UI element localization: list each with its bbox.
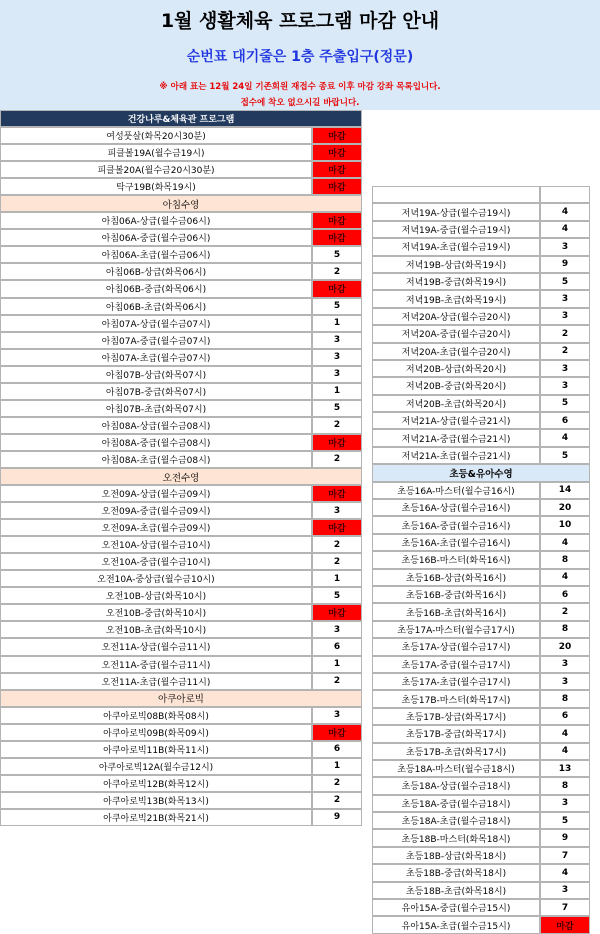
- program-name: 오전10B-초급(화목10시): [0, 621, 312, 638]
- table-row: [372, 569, 590, 586]
- remaining-count: 3: [312, 502, 362, 519]
- table-row: [0, 621, 362, 638]
- table-row: [0, 570, 362, 587]
- closed-badge: 마감: [312, 724, 362, 741]
- program-name: 아침06A-상급(월수금06시): [0, 212, 312, 229]
- notice-line-1: ※ 아래 표는 12월 24일 기존회원 재접수 종료 이후 마감 강좌 목록입니다.: [159, 82, 441, 92]
- table-row: [372, 864, 590, 881]
- remaining-count: 4: [540, 569, 590, 586]
- table-row: [0, 792, 362, 809]
- section-header: 아쿠아로빅: [0, 690, 362, 707]
- table-row: [372, 621, 590, 638]
- table-row: [372, 203, 590, 220]
- program-name: 저녁20A-중급(월수금20시): [372, 325, 540, 342]
- remaining-count: 6: [540, 586, 590, 603]
- program-name: 초등16A-상급(월수금16시): [372, 499, 540, 516]
- table-row: [372, 812, 590, 829]
- table-row: [372, 429, 590, 446]
- table-row: [0, 741, 362, 758]
- closed-badge: 마감: [312, 229, 362, 246]
- remaining-count: 3: [540, 882, 590, 899]
- remaining-count: 6: [540, 412, 590, 429]
- remaining-count: 3: [540, 308, 590, 325]
- remaining-count: [540, 186, 590, 203]
- program-name: 아쿠아로빅12B(화목12시): [0, 775, 312, 792]
- remaining-count: 7: [540, 847, 590, 864]
- program-name: 피클볼20A(월수금20시30분): [0, 161, 312, 178]
- remaining-count: 4: [540, 864, 590, 881]
- section-row: [0, 690, 362, 707]
- table-row: [0, 673, 362, 690]
- table-row: [372, 325, 590, 342]
- program-name: 아침07A-초급(월수금07시): [0, 349, 312, 366]
- right-program-table: [372, 186, 590, 934]
- section-row: [0, 195, 362, 212]
- remaining-count: 6: [312, 638, 362, 655]
- program-name: 저녁20B-상급(화목20시): [372, 360, 540, 377]
- program-name: 저녁19A-상급(월수금19시): [372, 203, 540, 220]
- remaining-count: 1: [312, 315, 362, 332]
- remaining-count: 1: [312, 570, 362, 587]
- remaining-count: 8: [540, 690, 590, 707]
- remaining-count: 6: [540, 708, 590, 725]
- closed-badge: 마감: [312, 434, 362, 451]
- program-name: 오전11A-중급(월수금11시): [0, 656, 312, 673]
- remaining-count: 5: [312, 246, 362, 263]
- remaining-count: 14: [540, 482, 590, 499]
- table-row: [0, 519, 362, 536]
- table-row: [0, 298, 362, 315]
- program-name: 초등17B-상급(화목17시): [372, 708, 540, 725]
- remaining-count: 5: [540, 447, 590, 464]
- remaining-count: 1: [312, 383, 362, 400]
- program-name: 초등18B-초급(화목18시): [372, 882, 540, 899]
- section-header: 건강나루&체육관 프로그램: [0, 110, 362, 127]
- table-row: [372, 656, 590, 673]
- table-row: [372, 673, 590, 690]
- program-name: 저녁19A-중급(월수금19시): [372, 221, 540, 238]
- table-row: [0, 502, 362, 519]
- program-name: 오전10A-상급(월수금10시): [0, 536, 312, 553]
- table-row: [0, 212, 362, 229]
- program-name: 저녁19B-상급(화목19시): [372, 256, 540, 273]
- remaining-count: 5: [540, 273, 590, 290]
- remaining-count: 8: [540, 777, 590, 794]
- remaining-count: 3: [540, 377, 590, 394]
- table-row: [0, 724, 362, 741]
- table-row: [372, 516, 590, 533]
- program-name: 유아15A-초급(월수금15시): [372, 916, 540, 933]
- remaining-count: 13: [540, 760, 590, 777]
- program-name: 아쿠아로빅09B(화목09시): [0, 724, 312, 741]
- program-name: 오전10B-상급(화목10시): [0, 587, 312, 604]
- program-name: 초등16B-상급(화목16시): [372, 569, 540, 586]
- remaining-count: 8: [540, 551, 590, 568]
- program-name: 초등18A-중급(월수금18시): [372, 795, 540, 812]
- remaining-count: 4: [540, 429, 590, 446]
- table-row: [372, 708, 590, 725]
- table-row: [0, 366, 362, 383]
- remaining-count: 3: [312, 621, 362, 638]
- remaining-count: 3: [540, 673, 590, 690]
- table-row: [0, 417, 362, 434]
- program-name: 아침06B-초급(화목06시): [0, 298, 312, 315]
- table-row: [372, 777, 590, 794]
- table-row: [372, 725, 590, 742]
- program-name: 초등16B-마스터(화목16시): [372, 551, 540, 568]
- program-name: 여성풋살(화목20시30분): [0, 127, 312, 144]
- table-row: [0, 280, 362, 297]
- table-row: [372, 343, 590, 360]
- remaining-count: 3: [540, 795, 590, 812]
- table-row: [0, 707, 362, 724]
- program-name: 아쿠아로빅11B(화목11시): [0, 741, 312, 758]
- program-name: 탁구19B(화목19시): [0, 178, 312, 195]
- program-name: 초등18A-상급(월수금18시): [372, 777, 540, 794]
- program-name: 초등17A-중급(월수금17시): [372, 656, 540, 673]
- program-name: 아침06B-상급(화목06시): [0, 263, 312, 280]
- table-row: [372, 499, 590, 516]
- program-name: 아쿠아로빅13B(화목13시): [0, 792, 312, 809]
- program-name: 아침07B-상급(화목07시): [0, 366, 312, 383]
- table-row: [372, 447, 590, 464]
- table-row: [0, 638, 362, 655]
- program-name: 초등17B-중급(화목17시): [372, 725, 540, 742]
- program-name: 초등17A-마스터(월수금17시): [372, 621, 540, 638]
- notice-header: [0, 0, 600, 110]
- page-title: 1월 생활체육 프로그램 마감 안내: [160, 10, 440, 32]
- remaining-count: 4: [540, 203, 590, 220]
- table-row: [0, 161, 362, 178]
- remaining-count: 3: [312, 349, 362, 366]
- table-row: [372, 638, 590, 655]
- program-name: 아쿠아로빅21B(화목21시): [0, 809, 312, 826]
- closed-badge: 마감: [312, 127, 362, 144]
- table-row: [372, 238, 590, 255]
- queue-subtitle: 순번표 대기줄은 1층 주출입구(정문): [186, 49, 414, 65]
- program-name: 초등18B-마스터(화목18시): [372, 829, 540, 846]
- remaining-count: 6: [312, 741, 362, 758]
- table-row: [372, 899, 590, 916]
- program-name: 초등16A-마스터(월수금16시): [372, 482, 540, 499]
- program-name: 저녁21A-초급(월수금21시): [372, 447, 540, 464]
- remaining-count: 3: [540, 238, 590, 255]
- table-row: [0, 656, 362, 673]
- table-row: [0, 553, 362, 570]
- table-row: [0, 178, 362, 195]
- section-header: 초등&유아수영: [372, 464, 590, 481]
- table-row: [372, 360, 590, 377]
- program-name: 피클볼19A(월수금19시): [0, 144, 312, 161]
- program-name: 아침06B-중급(화목06시): [0, 280, 312, 297]
- remaining-count: 9: [540, 829, 590, 846]
- section-row: [0, 110, 362, 127]
- remaining-count: 8: [540, 621, 590, 638]
- table-row: [0, 536, 362, 553]
- program-name: 저녁21A-상급(월수금21시): [372, 412, 540, 429]
- program-name: 아침07B-초급(화목07시): [0, 400, 312, 417]
- table-row: [372, 290, 590, 307]
- remaining-count: 2: [312, 673, 362, 690]
- remaining-count: 20: [540, 638, 590, 655]
- program-name: 아침08A-초급(월수금08시): [0, 451, 312, 468]
- closed-badge: 마감: [540, 916, 590, 933]
- program-name: 아침06A-중급(월수금06시): [0, 229, 312, 246]
- table-row: [0, 604, 362, 621]
- table-row: [372, 882, 590, 899]
- closed-badge: 마감: [312, 519, 362, 536]
- table-row: [0, 263, 362, 280]
- remaining-count: 2: [312, 775, 362, 792]
- remaining-count: 2: [312, 263, 362, 280]
- table-row: [372, 690, 590, 707]
- table-row: [372, 551, 590, 568]
- table-row: [0, 587, 362, 604]
- program-name: 아침07A-중급(월수금07시): [0, 332, 312, 349]
- table-row: [0, 400, 362, 417]
- remaining-count: 4: [540, 743, 590, 760]
- remaining-count: 5: [312, 400, 362, 417]
- remaining-count: 2: [312, 451, 362, 468]
- table-row: [0, 383, 362, 400]
- program-name: 아침07A-상급(월수금07시): [0, 315, 312, 332]
- table-row: [0, 809, 362, 826]
- remaining-count: 4: [540, 534, 590, 551]
- table-row: [372, 586, 590, 603]
- table-row: [372, 829, 590, 846]
- remaining-count: 4: [540, 725, 590, 742]
- table-row: [0, 434, 362, 451]
- program-name: 오전09A-초급(월수금09시): [0, 519, 312, 536]
- program-name: [372, 186, 540, 203]
- closed-badge: 마감: [312, 178, 362, 195]
- table-row: [372, 760, 590, 777]
- left-program-table: [0, 110, 362, 826]
- table-row: [372, 603, 590, 620]
- remaining-count: 3: [312, 366, 362, 383]
- table-row: [372, 847, 590, 864]
- remaining-count: 10: [540, 516, 590, 533]
- table-row: [0, 485, 362, 502]
- remaining-count: 1: [312, 656, 362, 673]
- program-name: 초등18A-마스터(월수금18시): [372, 760, 540, 777]
- table-row: [0, 127, 362, 144]
- remaining-count: 20: [540, 499, 590, 516]
- section-header: 오전수영: [0, 468, 362, 485]
- table-row: [372, 221, 590, 238]
- closed-badge: 마감: [312, 212, 362, 229]
- section-row: [372, 464, 590, 481]
- program-name: 저녁20B-초급(화목20시): [372, 395, 540, 412]
- table-row: [372, 395, 590, 412]
- program-name: 초등18B-중급(화목18시): [372, 864, 540, 881]
- table-row: [372, 412, 590, 429]
- program-name: 초등16A-중급(월수금16시): [372, 516, 540, 533]
- program-name: 오전09A-상급(월수금09시): [0, 485, 312, 502]
- table-row: [0, 144, 362, 161]
- remaining-count: 9: [540, 256, 590, 273]
- program-name: 오전09A-중급(월수금09시): [0, 502, 312, 519]
- closed-badge: 마감: [312, 485, 362, 502]
- remaining-count: 5: [540, 395, 590, 412]
- program-name: 오전10A-중상급(월수금10시): [0, 570, 312, 587]
- table-row: [0, 349, 362, 366]
- program-name: 아침08A-중급(월수금08시): [0, 434, 312, 451]
- program-name: 초등17B-마스터(화목17시): [372, 690, 540, 707]
- remaining-count: 2: [540, 343, 590, 360]
- table-row: [372, 743, 590, 760]
- section-header: 아침수영: [0, 195, 362, 212]
- section-row: [0, 468, 362, 485]
- table-row: [0, 758, 362, 775]
- program-name: 저녁19B-초급(화목19시): [372, 290, 540, 307]
- program-name: 아침07B-중급(화목07시): [0, 383, 312, 400]
- program-name: 저녁20A-상급(월수금20시): [372, 308, 540, 325]
- table-row: [372, 482, 590, 499]
- remaining-count: 2: [540, 603, 590, 620]
- table-row: [372, 308, 590, 325]
- remaining-count: 2: [312, 792, 362, 809]
- program-name: 초등16B-초급(화목16시): [372, 603, 540, 620]
- table-row: [372, 377, 590, 394]
- program-name: 유아15A-중급(월수금15시): [372, 899, 540, 916]
- program-name: 아쿠아로빅12A(월수금12시): [0, 758, 312, 775]
- table-row: [0, 775, 362, 792]
- remaining-count: 2: [312, 536, 362, 553]
- program-name: 오전11A-상급(월수금11시): [0, 638, 312, 655]
- remaining-count: 3: [540, 290, 590, 307]
- table-row: [372, 256, 590, 273]
- remaining-count: 4: [540, 221, 590, 238]
- table-row: [0, 332, 362, 349]
- program-name: 초등17B-초급(화목17시): [372, 743, 540, 760]
- notice-line-2: 접수에 착오 없으시길 바랍니다.: [240, 98, 360, 108]
- program-name: 저녁19A-초급(월수금19시): [372, 238, 540, 255]
- program-name: 저녁21A-중급(월수금21시): [372, 429, 540, 446]
- closed-badge: 마감: [312, 604, 362, 621]
- table-row: [372, 534, 590, 551]
- program-name: 아침08A-상급(월수금08시): [0, 417, 312, 434]
- remaining-count: 9: [312, 809, 362, 826]
- remaining-count: 2: [312, 417, 362, 434]
- program-name: 아침06A-초급(월수금06시): [0, 246, 312, 263]
- remaining-count: 3: [540, 656, 590, 673]
- table-row: [372, 916, 590, 933]
- program-name: 초등18A-초급(월수금18시): [372, 812, 540, 829]
- remaining-count: 5: [312, 298, 362, 315]
- program-name: 오전10B-중급(화목10시): [0, 604, 312, 621]
- table-row: [0, 246, 362, 263]
- program-name: 초등16A-초급(월수금16시): [372, 534, 540, 551]
- table-row: [0, 315, 362, 332]
- program-name: 저녁20A-초급(월수금20시): [372, 343, 540, 360]
- program-name: 저녁20B-중급(화목20시): [372, 377, 540, 394]
- remaining-count: 2: [312, 553, 362, 570]
- program-name: 저녁19B-중급(화목19시): [372, 273, 540, 290]
- closed-badge: 마감: [312, 144, 362, 161]
- remaining-count: 2: [540, 325, 590, 342]
- table-row: [0, 451, 362, 468]
- table-row: [372, 795, 590, 812]
- program-name: 오전10A-중급(월수금10시): [0, 553, 312, 570]
- program-name: 초등17A-초급(월수금17시): [372, 673, 540, 690]
- table-row: [372, 273, 590, 290]
- closed-badge: 마감: [312, 280, 362, 297]
- remaining-count: 3: [312, 332, 362, 349]
- program-name: 아쿠아로빅08B(화목08시): [0, 707, 312, 724]
- closed-badge: 마감: [312, 161, 362, 178]
- remaining-count: 5: [540, 812, 590, 829]
- program-name: 오전11A-초급(월수금11시): [0, 673, 312, 690]
- remaining-count: 7: [540, 899, 590, 916]
- program-name: 초등18B-상급(화목18시): [372, 847, 540, 864]
- remaining-count: 3: [312, 707, 362, 724]
- program-name: 초등16B-중급(화목16시): [372, 586, 540, 603]
- program-name: 초등17A-상급(월수금17시): [372, 638, 540, 655]
- table-row: [0, 229, 362, 246]
- table-row: [372, 186, 590, 203]
- remaining-count: 1: [312, 758, 362, 775]
- remaining-count: 5: [312, 587, 362, 604]
- remaining-count: 3: [540, 360, 590, 377]
